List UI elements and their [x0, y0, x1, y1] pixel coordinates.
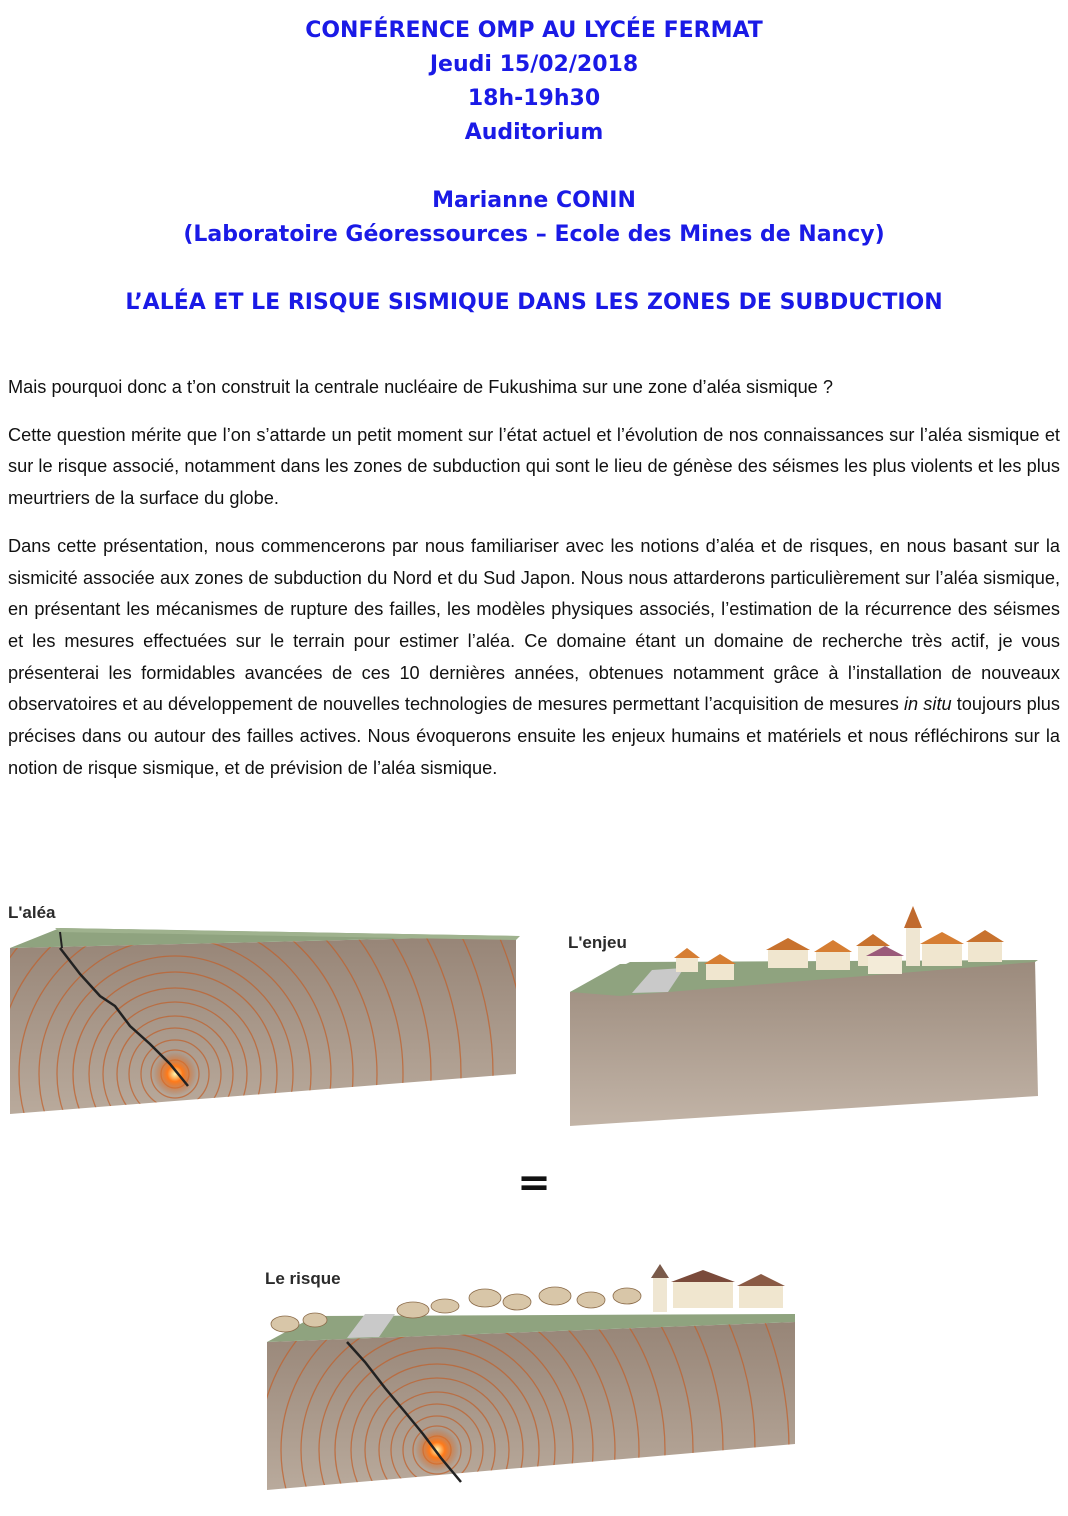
paragraph-context: Cette question mérite que l’on s’attarde un petit moment sur l’état actuel et l’évolution de nos connaissances sur l’aléa sismique et sur le risque associé, notamment dans les zones de subduction qui sont le lieu de génèse des séismes les plus violents et les plus meurtriers de la surface du globe. [8, 424, 1060, 509]
label-enjeu: L'enjeu [568, 933, 627, 952]
alea-illustration [0, 896, 530, 1126]
hypocenter [415, 1428, 459, 1472]
paragraph-outline [8, 531, 1060, 785]
event-title: CONFÉRENCE OMP AU LYCÉE FERMAT [305, 18, 763, 43]
outline-italic: in situ [904, 694, 952, 715]
event-header [0, 14, 1068, 320]
damaged-buildings [651, 1264, 785, 1312]
speaker-affiliation: (Laboratoire Géoressources – Ecole des Mines de Nancy) [183, 222, 885, 247]
outline-text-end: toujours plus précises dans ou autour des failles actives. Nous évoquerons ensuite les enjeux humains et matériels et nous réfléchirons sur la notion de risque sismique, et de prévision de l’aléa sismique. [8, 694, 1060, 778]
outline-text-start: Dans cette présentation, nous commencerons par nous familiariser avec les notions d’aléa et de risques, en nous basant sur la sismicité associée aux zones de subduction du Nord et du Sud Japon. Nous nous attarderons particulièrement sur l’aléa sismique, en présentant les mécanismes de rupture des failles, les modèles physiques associés, l’estimation de la récurrence des séismes et les mesures effectuées sur le terrain pour estimer l’aléa. Ce domaine étant un domaine de recherche très actif, je vous présenterai les formidables avancées de ces 10 dernières années, obtenues notamment grâce à l’installation de nouveaux observatoires et au développement de nouvelles technologies de mesures permettant l’acquisition de mesures [8, 535, 1060, 715]
block-side [267, 1322, 795, 1490]
abstract [8, 372, 1060, 800]
paragraph-question: Mais pourquoi donc a t’on construit la centrale nucléaire de Fukushima sur une zone d’aléa sismique ? [8, 377, 833, 397]
talk-title: L’ALÉA ET LE RISQUE SISMIQUE DANS LES ZONES DE SUBDUCTION [125, 290, 943, 315]
label-risque: Le risque [265, 1269, 341, 1288]
event-time: 18h-19h30 [467, 86, 601, 111]
equals-sign: = [517, 1160, 551, 1206]
event-date: Jeudi 15/02/2018 [429, 52, 639, 77]
label-alea: L'aléa [8, 903, 56, 922]
enjeu-illustration [560, 900, 1050, 1130]
risque-illustration [255, 1262, 815, 1502]
speaker-name: Marianne CONIN [432, 188, 636, 213]
event-venue: Auditorium [464, 120, 604, 145]
hypocenter [153, 1052, 197, 1096]
